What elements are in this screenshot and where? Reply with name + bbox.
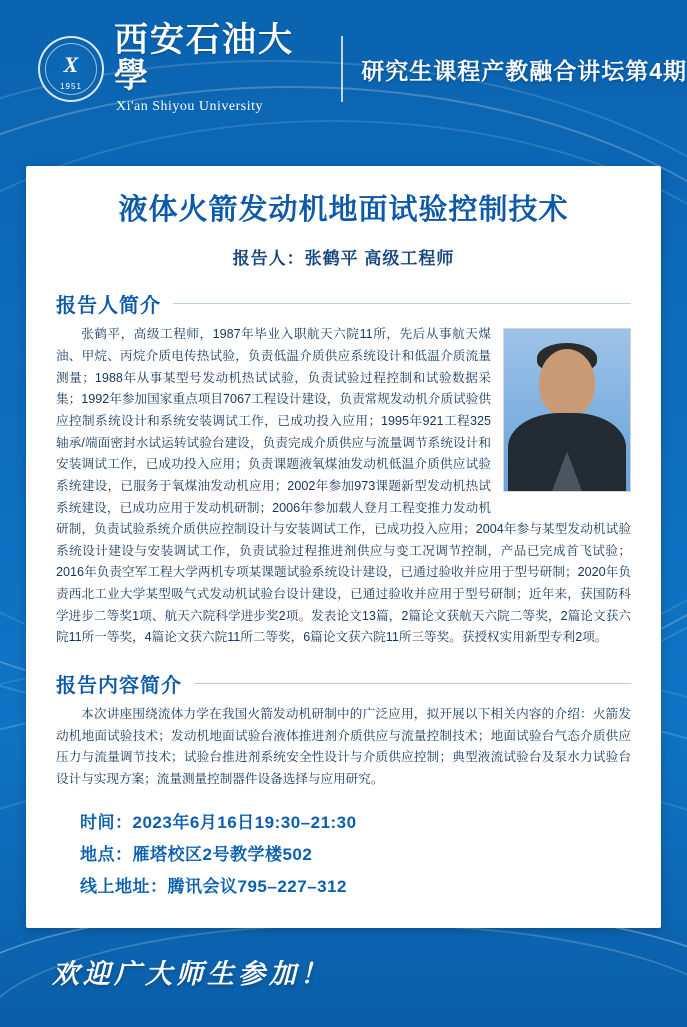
event-place-row: [80, 839, 631, 871]
speaker-photo: [503, 328, 631, 492]
seal-monogram: X: [63, 52, 79, 77]
event-place-value: 雁塔校区2号教学楼502: [132, 845, 313, 865]
content-heading: 报告内容简介: [56, 675, 182, 698]
bio-text: 张鹤平，高级工程师，1987年毕业入职航天六院11所，先后从事航天煤油、甲烷、丙烷介质电传热试验，负责低温介质供应系统设计和低温介质流量测量；1988年从事某型号发动机热试试验，负责试验过程控制和试验数据采集；1992年参加国家重点项目7067工程设计建设，负责常规发动机介质试验供应控制系统设计和系统安装调试工作，已成功投入应用；1995年921工程325轴承/端面密封水试运转试验台建设，负责完成介质供应与流量调节系统设计和安装调试工作，已成功投入应用；负责课题液氧煤油发动机低温介质供应试验系统建设，已服务于氧煤油发动机应用；2002年参加973课题新型发动机热试系统建设，已成功应用于发动机研制；2006年参加载人登月工程变推力发动机研制，负责试验系统介质供应控制设计与安装调试工作，已成功投入应用；2004年参与某型发动机试验系统设计建设与安装调试工作，负责试验过程推进剂供应与变工况调节控制，产品已完成首飞试验；2016年负责空军工程大学两机专项某课题试验系统设计建设，已通过验收并应用于型号研制；2020年负责西北工业大学某型吸气式发动机试验台设计建设，已通过验收并应用于型号研制；近年来，获国防科学进步二等奖1项、航天六院科学进步奖2项。发表论文13篇，2篇论文获航天六院二等奖，2篇论文获六院11所一等奖，4篇论文获六院11所二等奖，6篇论文获六院11所三等奖。获授权实用新型专利2项。: [56, 327, 631, 645]
university-name-en: Xi'an Shiyou University: [116, 98, 264, 114]
talk-title: 液体火箭发动机地面试验控制技术: [118, 194, 569, 226]
event-time-label: 时间：: [80, 812, 133, 832]
content-heading-rule: [194, 683, 631, 684]
university-logo: [38, 23, 325, 114]
event-info-list: [56, 807, 631, 904]
bio-block: [56, 324, 631, 649]
event-online-row: [80, 871, 631, 903]
portrait-head: [539, 349, 595, 417]
event-place-label: 地点：: [80, 845, 133, 865]
bio-heading-rule: [173, 303, 631, 304]
forum-title: 研究生课程产教融合讲坛第4期: [361, 57, 687, 84]
university-name-cn: 西安石油大學: [114, 22, 294, 95]
welcome-text: 欢迎广大师生参加！: [52, 959, 331, 989]
university-name-block: [114, 23, 325, 114]
content-text: 本次讲座围绕流体力学在我国火箭发动机研制中的广泛应用，拟开展以下相关内容的介绍：火箭发动机地面试验技术；发动机地面试验台液体推进剂介质供应与流量控制技术；地面试验台气态介质供应压力与流量调节技术；试验台推进剂系统安全性设计与介质供应控制；典型液流试验台及泵水力试验台设计与实现方案；流量测量控制器件设备选择与应用研究。: [56, 707, 631, 787]
seal-year: 1951: [60, 82, 82, 91]
event-time-row: [80, 807, 631, 839]
content-section-header: [56, 669, 631, 698]
content-card: [26, 166, 661, 928]
speaker-line: 报告人：张鹤平 高级工程师: [232, 249, 455, 269]
poster-footer: [0, 928, 687, 1027]
bio-heading: 报告人简介: [56, 295, 161, 318]
poster-header: [0, 0, 687, 138]
event-online-label: 线上地址：: [80, 877, 168, 897]
bio-section-header: [56, 289, 631, 318]
event-time-value: 2023年6月16日19:30–21:30: [132, 812, 357, 832]
header-divider: [341, 36, 343, 102]
event-online-value: 腾讯会议795–227–312: [167, 877, 348, 897]
university-seal-icon: [38, 36, 104, 102]
